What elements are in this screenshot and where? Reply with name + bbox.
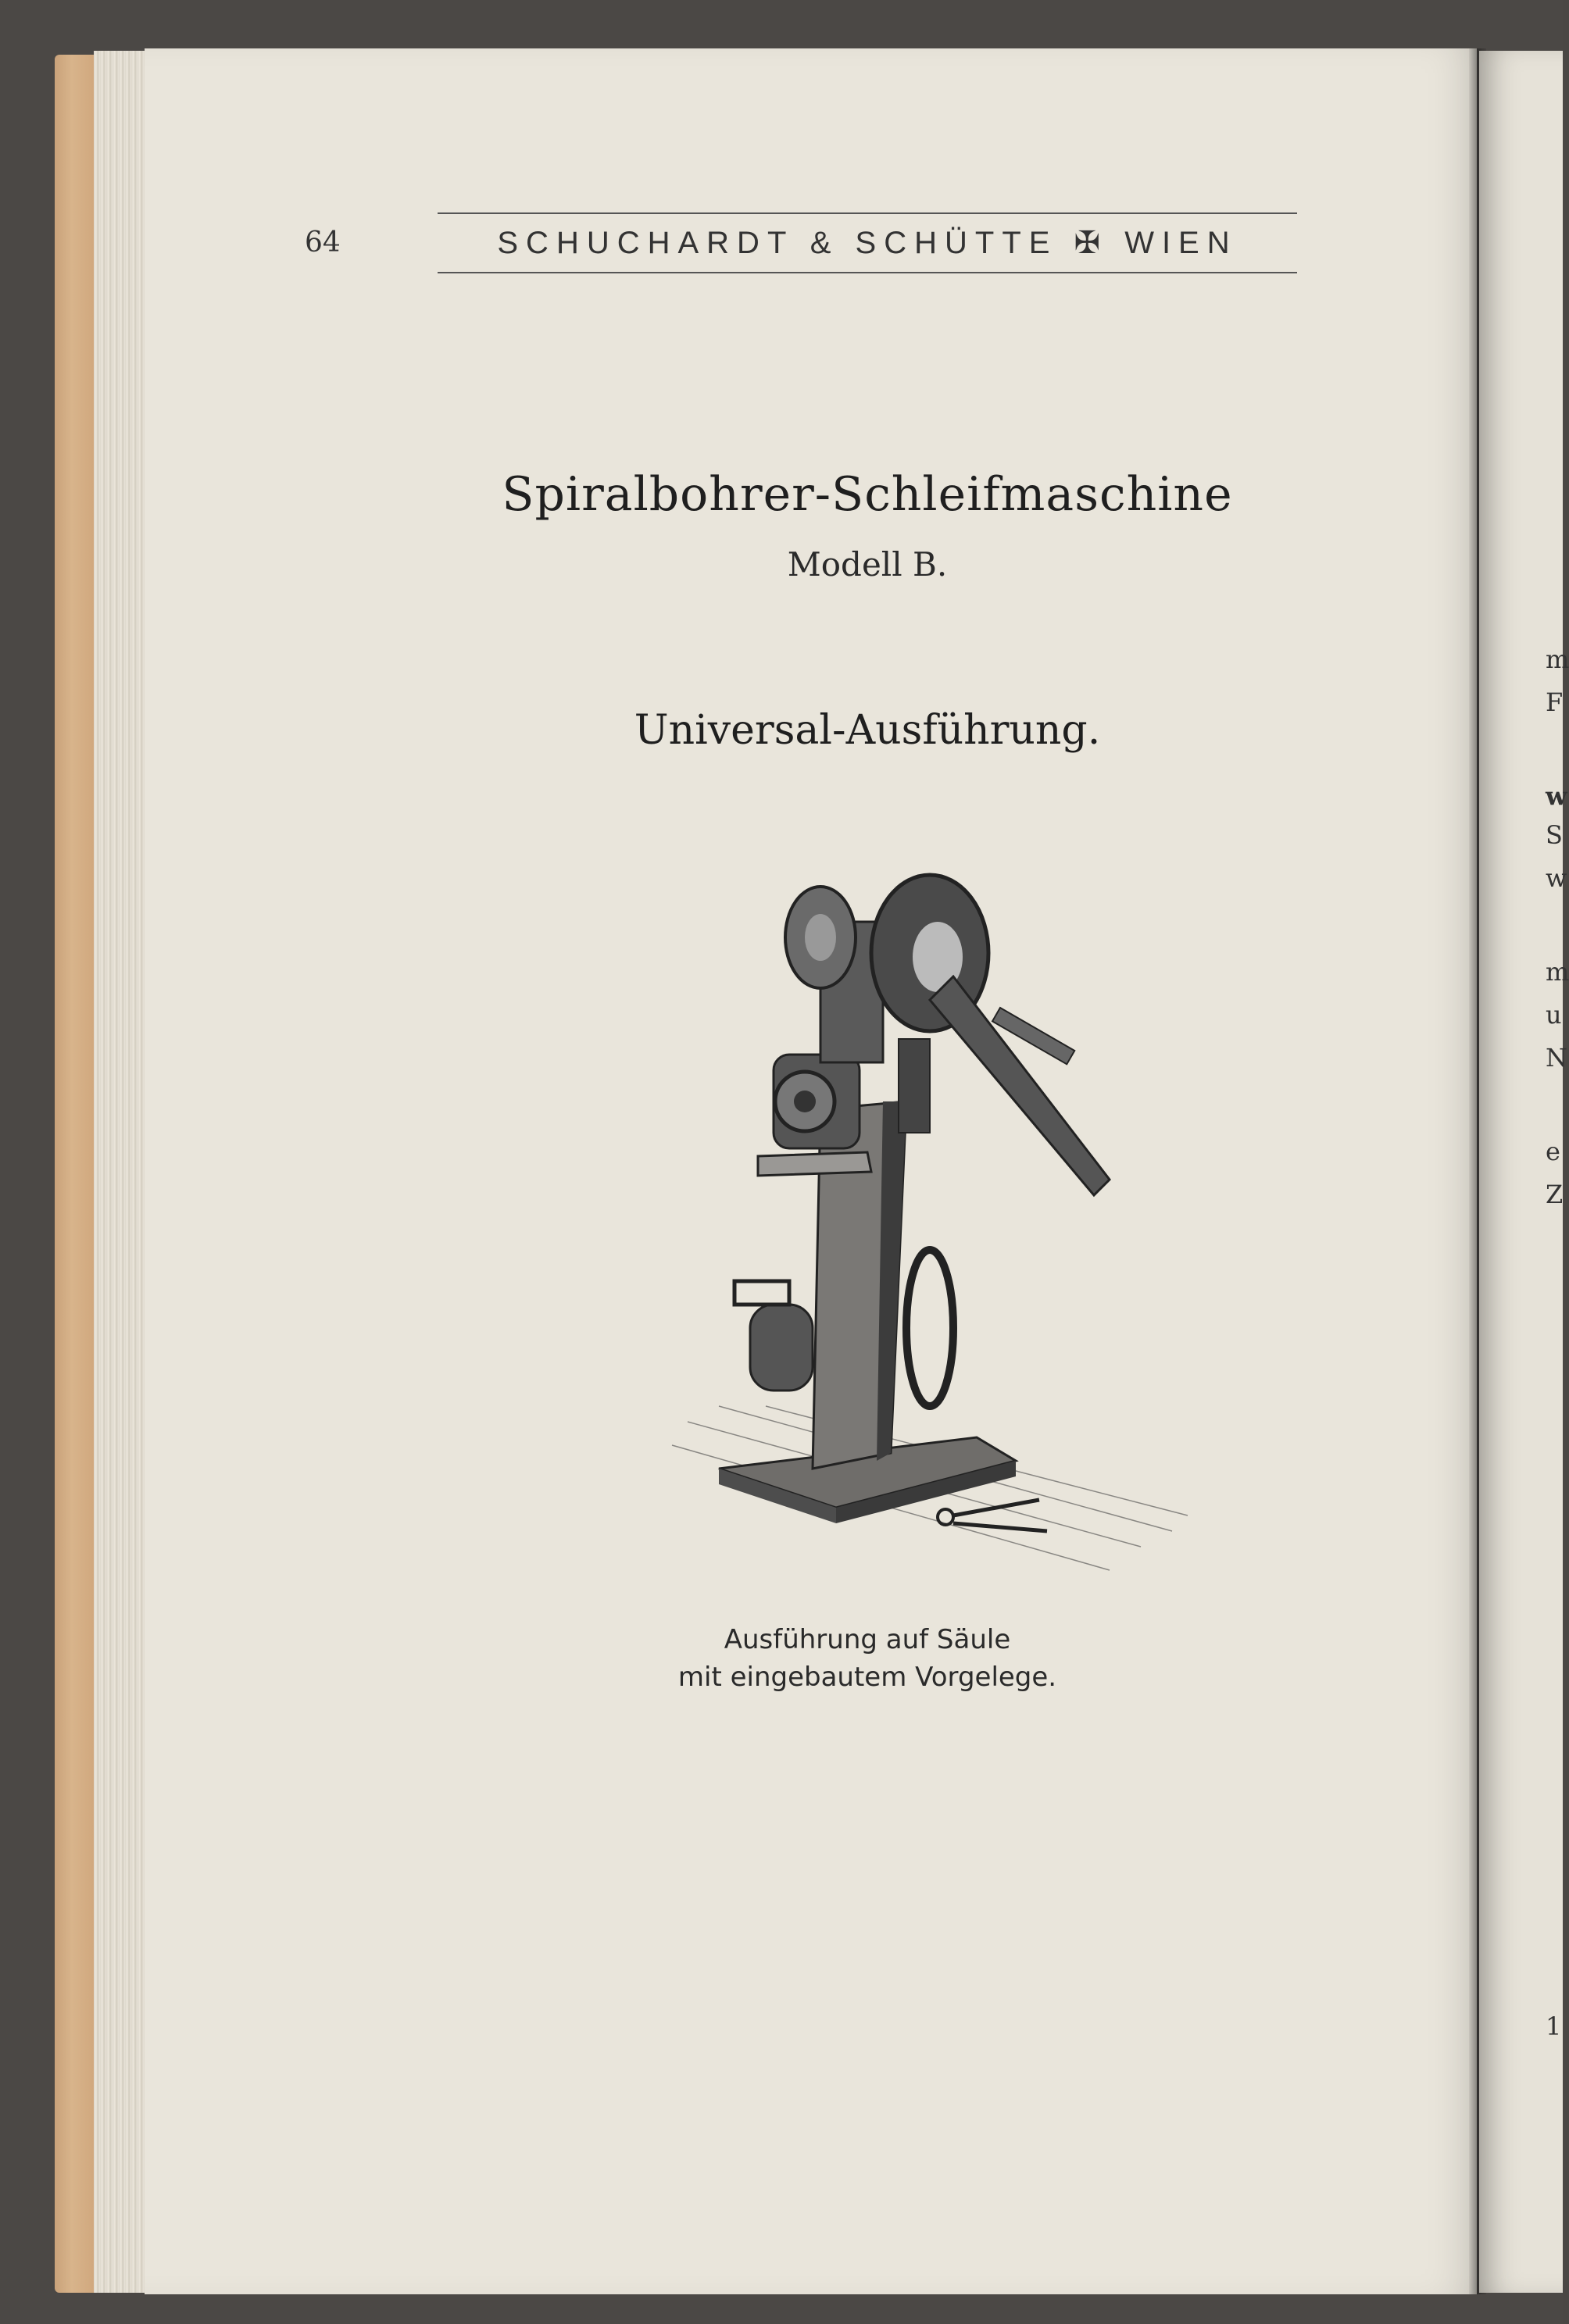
facing-text-fragment: N [1546,1043,1567,1073]
facing-text-fragment: e [1546,1137,1560,1166]
caption-line-1: Ausführung auf Säule [724,1624,1011,1655]
running-head: SCHUCHARDT & SCHÜTTE ✠ WIEN [497,226,1238,260]
facing-text-fragment: 1 [1546,2012,1562,2041]
page-subtitle: Modell B. [787,545,948,584]
caption-line-2: mit eingebautem Vorgelege. [677,1662,1057,1693]
illustration-caption [594,1621,1141,1696]
facing-text-fragment: w [1546,863,1567,893]
header-rule-bottom [438,272,1297,273]
section-title: Universal-Ausführung. [634,707,1101,754]
facing-text-fragment: m [1546,644,1569,674]
facing-text-fragment: u [1546,1000,1562,1030]
facing-text-fragment: Z [1546,1180,1564,1209]
facing-text-fragment: S [1546,820,1563,850]
countershaft-pulley [906,1250,953,1406]
machine-illustration [672,844,1188,1586]
header-rule-top [438,212,1297,214]
drill-holder-arm [930,976,1110,1195]
page-title: Spiralbohrer-Schleifmaschine [502,467,1233,522]
page-number: 64 [305,227,341,259]
facing-text-fragment: F [1546,687,1564,717]
page-stack-edge [94,51,152,2293]
book-cover-edge [55,55,98,2293]
facing-page [1479,51,1563,2293]
facing-text-fragment: m [1546,957,1569,987]
facing-text-fragment: w [1546,781,1567,811]
